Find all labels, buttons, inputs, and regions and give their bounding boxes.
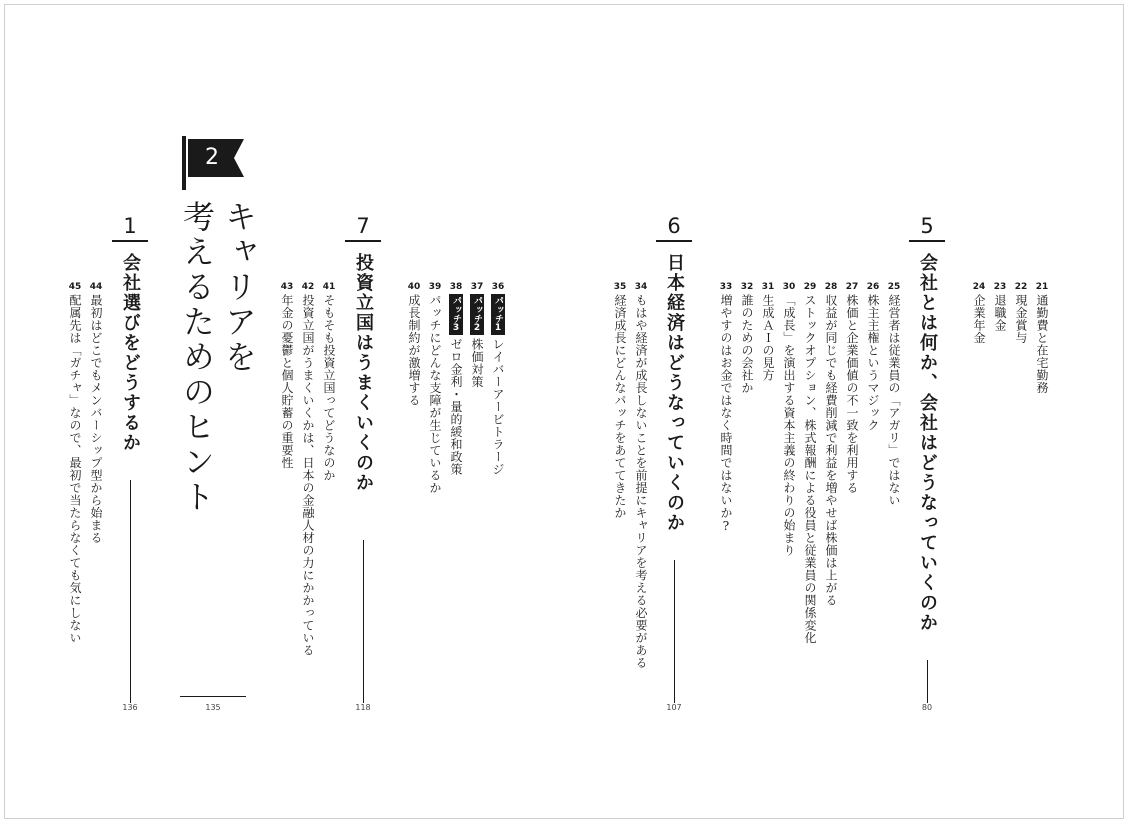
toc-item[interactable] <box>821 280 841 607</box>
item-text <box>467 294 487 388</box>
toc-item[interactable] <box>990 280 1010 332</box>
chapter-bar <box>656 240 692 242</box>
patch-badge: パッチ3 <box>451 296 461 333</box>
chapter-bar <box>345 240 381 242</box>
item-number: 30 <box>782 282 796 292</box>
toc-item[interactable] <box>65 280 85 644</box>
chapter-leader-line <box>927 660 928 703</box>
chapter-page-number: 107 <box>666 703 682 712</box>
toc-item[interactable] <box>277 280 297 469</box>
chapter-title: 会社とは何か、会社はどうなっていくのか <box>917 253 938 633</box>
chapter-leader-line <box>130 480 131 703</box>
item-text: 「成長」を演出する資本主義の終わりの始まり <box>782 294 796 557</box>
chapter-title: 日本経済はどうなっていくのか <box>664 253 685 533</box>
item-number: 29 <box>803 282 817 292</box>
chapter-page-number: 80 <box>921 703 933 712</box>
item-number: 40 <box>407 282 421 292</box>
toc-item[interactable] <box>631 280 651 669</box>
item-number: 24 <box>972 282 986 292</box>
item-text: 現金賞与 <box>1014 294 1028 344</box>
item-number: 27 <box>845 282 859 292</box>
item-label: 株価対策 <box>470 338 484 388</box>
item-text: パッチにどんな支障が生じているか <box>428 294 442 494</box>
toc-item[interactable] <box>298 280 318 657</box>
chapter-leader-line <box>674 560 675 703</box>
item-text: 株主主権というマジック <box>866 294 880 432</box>
patch-badge: パッチ2 <box>472 296 482 333</box>
item-label: レイバーアービトラージ <box>491 338 505 476</box>
item-text: 増やすのはお金ではなく時間ではないか? <box>719 294 733 534</box>
item-text: 経営者は従業員の「アガリ」ではない <box>887 294 901 507</box>
item-number: 28 <box>824 282 838 292</box>
item-text: もはや経済が成長しないことを前提にキャリアを考える必要がある <box>634 294 648 669</box>
item-number: 38 <box>449 282 463 292</box>
flag-pole <box>182 136 186 190</box>
item-text: 成長制約が激増する <box>407 294 421 407</box>
item-text: 収益が同じでも経費削減で利益を増やせば株価は上がる <box>824 294 838 607</box>
toc-item[interactable] <box>446 280 466 476</box>
chapter-leader-line <box>363 540 364 703</box>
toc-item[interactable] <box>319 280 339 482</box>
item-number: 39 <box>428 282 442 292</box>
toc-item[interactable] <box>969 280 989 344</box>
item-number: 32 <box>740 282 754 292</box>
item-number: 37 <box>470 282 484 292</box>
part-page-number: 135 <box>205 703 221 712</box>
part-rule <box>180 696 246 697</box>
item-text: 最初はどこでもメンバーシップ型から始まる <box>89 294 103 544</box>
item-number: 36 <box>491 282 505 292</box>
toc-item[interactable] <box>610 280 630 519</box>
chapter-page-number: 136 <box>122 703 138 712</box>
item-number: 23 <box>993 282 1007 292</box>
toc-item[interactable] <box>779 280 799 557</box>
item-text: そもそも投資立国ってどうなのか <box>322 294 336 482</box>
part-title-line2: 考えるためのヒント <box>178 200 216 515</box>
toc-item[interactable] <box>800 280 820 644</box>
toc-item[interactable] <box>467 280 487 388</box>
item-text: 経済成長にどんなパッチをあててきたか <box>613 294 627 519</box>
item-text: ストックオプション、株式報酬による役員と従業員の関係変化 <box>803 294 817 644</box>
toc-item[interactable] <box>716 280 736 534</box>
item-text: 通勤費と在宅勤務 <box>1035 294 1049 394</box>
chapter-number: 5 <box>920 214 934 238</box>
chapter-number: 1 <box>123 214 137 238</box>
toc-item[interactable] <box>1011 280 1031 344</box>
part-title <box>176 200 260 515</box>
item-text: 年金の憂鬱と個人貯蓄の重要性 <box>280 294 294 469</box>
item-label: ゼロ金利・量的緩和政策 <box>449 338 463 476</box>
item-text <box>488 294 508 476</box>
item-number: 33 <box>719 282 733 292</box>
toc-item[interactable] <box>884 280 904 507</box>
item-number: 34 <box>634 282 648 292</box>
item-text: 退職金 <box>993 294 1007 332</box>
item-number: 44 <box>89 282 103 292</box>
item-number: 25 <box>887 282 901 292</box>
item-number: 31 <box>761 282 775 292</box>
item-text: 企業年金 <box>972 294 986 344</box>
item-text <box>446 294 466 476</box>
item-text: 配属先は「ガチャ」なので、最初で当たらなくても気にしない <box>68 294 82 644</box>
item-number: 35 <box>613 282 627 292</box>
item-number: 43 <box>280 282 294 292</box>
toc-item[interactable] <box>842 280 862 494</box>
toc-item[interactable] <box>758 280 778 382</box>
item-text: 投資立国がうまくいくかは、日本の金融人材の力にかかっている <box>301 294 315 657</box>
item-text: 生成ＡＩの見方 <box>761 294 775 382</box>
page-frame <box>4 4 1124 819</box>
part-number: 2 <box>205 145 219 170</box>
chapter-title: 投資立国はうまくいくのか <box>353 253 374 493</box>
toc-item[interactable] <box>737 280 757 394</box>
item-text: 株価と企業価値の不一致を利用する <box>845 294 859 494</box>
chapter-bar <box>112 240 148 242</box>
chapter-bar <box>909 240 945 242</box>
toc-item[interactable] <box>488 280 508 476</box>
toc-item[interactable] <box>1032 280 1052 394</box>
chapter-number: 7 <box>356 214 370 238</box>
item-number: 21 <box>1035 282 1049 292</box>
toc-item[interactable] <box>404 280 424 407</box>
chapter-number: 6 <box>667 214 681 238</box>
patch-badge: パッチ1 <box>493 296 503 333</box>
toc-item[interactable] <box>425 280 445 494</box>
item-text: 誰のための会社か <box>740 294 754 394</box>
item-number: 42 <box>301 282 315 292</box>
toc-item[interactable] <box>86 280 106 544</box>
item-number: 26 <box>866 282 880 292</box>
chapter-title: 会社選びをどうするか <box>120 253 141 453</box>
part-title-line1: キャリアを <box>220 200 258 375</box>
chapter-page-number: 118 <box>355 703 371 712</box>
item-number: 45 <box>68 282 82 292</box>
toc-item[interactable] <box>863 280 883 432</box>
item-number: 41 <box>322 282 336 292</box>
item-number: 22 <box>1014 282 1028 292</box>
